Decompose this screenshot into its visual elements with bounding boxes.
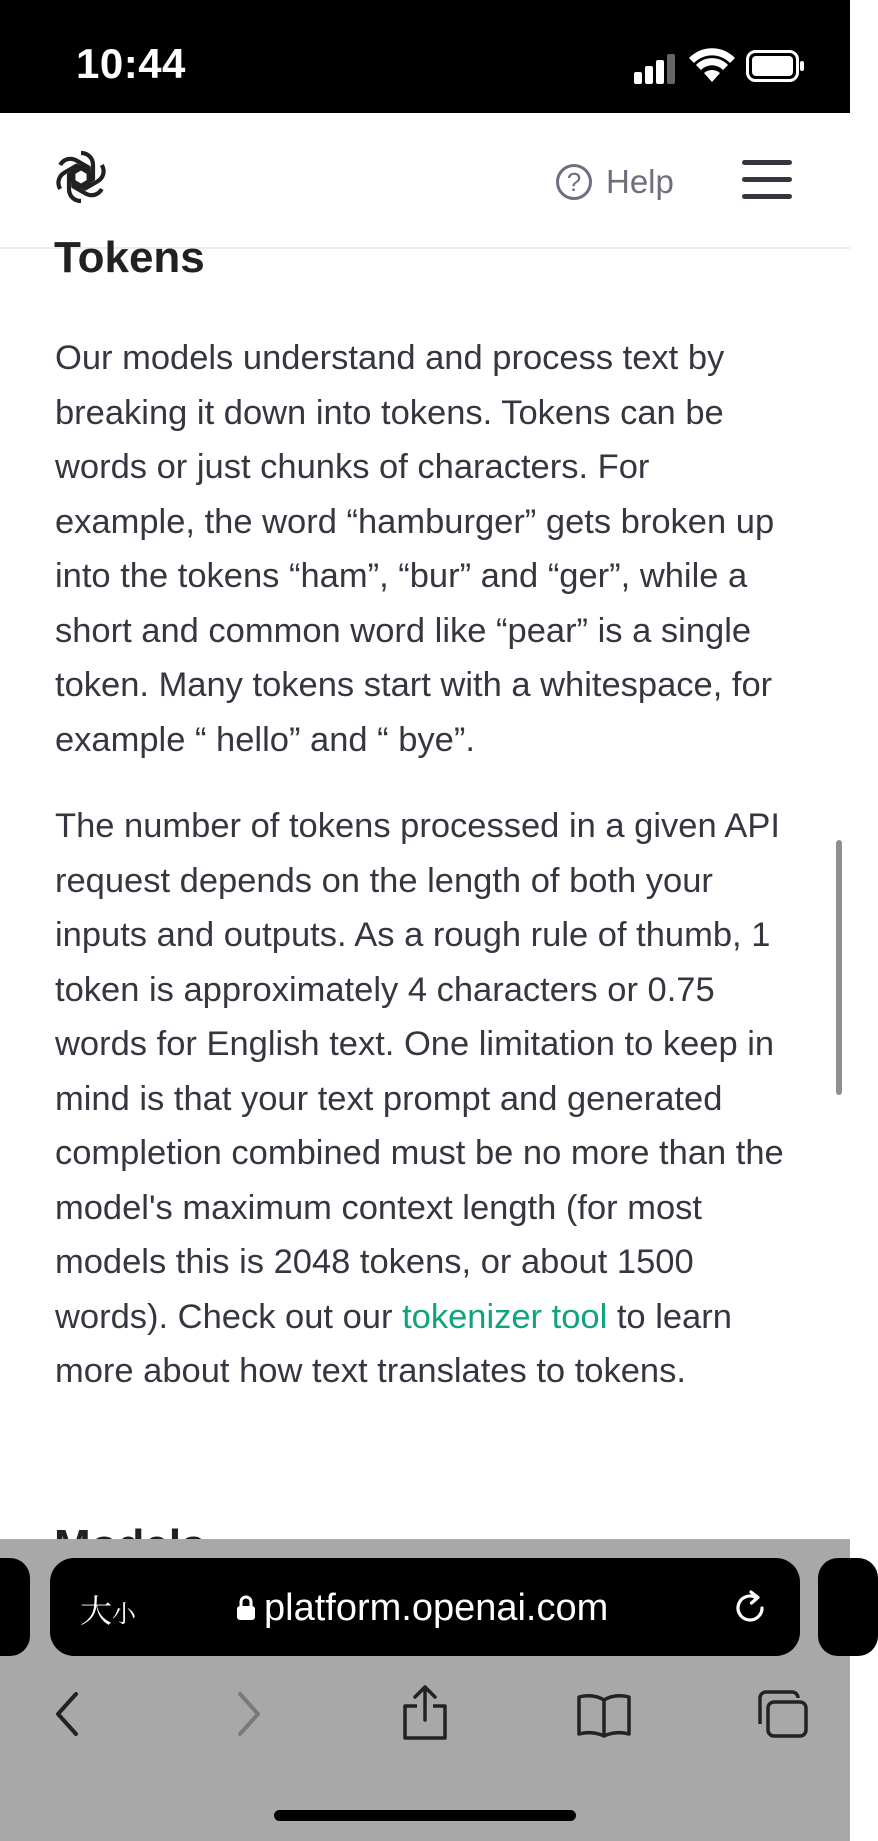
home-indicator[interactable] bbox=[274, 1810, 576, 1821]
site-header bbox=[0, 113, 850, 249]
battery-icon bbox=[746, 50, 806, 82]
page-scrollbar[interactable] bbox=[836, 840, 842, 1095]
status-bar bbox=[0, 0, 850, 113]
section-heading-tokens: Tokens bbox=[54, 233, 205, 282]
question-circle-icon: ? bbox=[556, 164, 592, 200]
paragraph-2-text-end: to learn more about how text translates to tokens. bbox=[55, 1297, 732, 1390]
status-time: 10:44 bbox=[76, 40, 186, 87]
back-icon[interactable] bbox=[50, 1690, 84, 1738]
url-display[interactable] bbox=[236, 1580, 608, 1636]
previous-tab-edge[interactable] bbox=[0, 1558, 30, 1656]
wifi-icon bbox=[690, 48, 734, 84]
cellular-signal-icon bbox=[634, 54, 676, 84]
hamburger-menu-icon[interactable] bbox=[742, 160, 794, 200]
tokenizer-tool-link[interactable]: tokenizer tool bbox=[402, 1297, 608, 1336]
tokens-paragraph-2 bbox=[55, 799, 795, 1399]
bookmarks-icon[interactable] bbox=[576, 1692, 632, 1738]
forward-icon[interactable] bbox=[232, 1690, 266, 1738]
text-size-small: 小 bbox=[112, 1600, 137, 1628]
paragraph-2-text-start: The number of tokens processed in a given API request depends on the length of both your inputs and outputs. As a rough rule of thumb, 1 token is approximately 4 characters or 0.75 words for English text. One limitation to keep in mind is that your text prompt and generated completion combined must be no more than the model's maximum context length (for most models this is 2048 tokens, or about 1500 words). Check out our bbox=[55, 807, 784, 1336]
tokens-paragraph-1: Our models understand and process text by breaking it down into tokens. Tokens can be words or just chunks of characters. For example, the word “hamburger” gets broken up into the tokens “ham”, “bur” and “ger”, while a short and common word like “pear” is a single token. Many tokens start with a whitespace, for example “ hello” and “ bye”. bbox=[55, 339, 775, 759]
next-tab-edge[interactable] bbox=[818, 1558, 878, 1656]
url-text: platform.openai.com bbox=[264, 1586, 609, 1629]
openai-logo-icon[interactable] bbox=[52, 148, 110, 206]
tabs-icon[interactable] bbox=[754, 1688, 810, 1740]
text-size-button[interactable] bbox=[80, 1586, 136, 1632]
reload-icon[interactable] bbox=[730, 1588, 770, 1628]
lock-icon bbox=[236, 1595, 256, 1621]
text-size-large: 大 bbox=[80, 1592, 113, 1630]
share-icon[interactable] bbox=[400, 1684, 450, 1742]
help-label: Help bbox=[606, 163, 674, 200]
article-content bbox=[0, 233, 850, 1539]
help-link[interactable] bbox=[556, 162, 674, 202]
